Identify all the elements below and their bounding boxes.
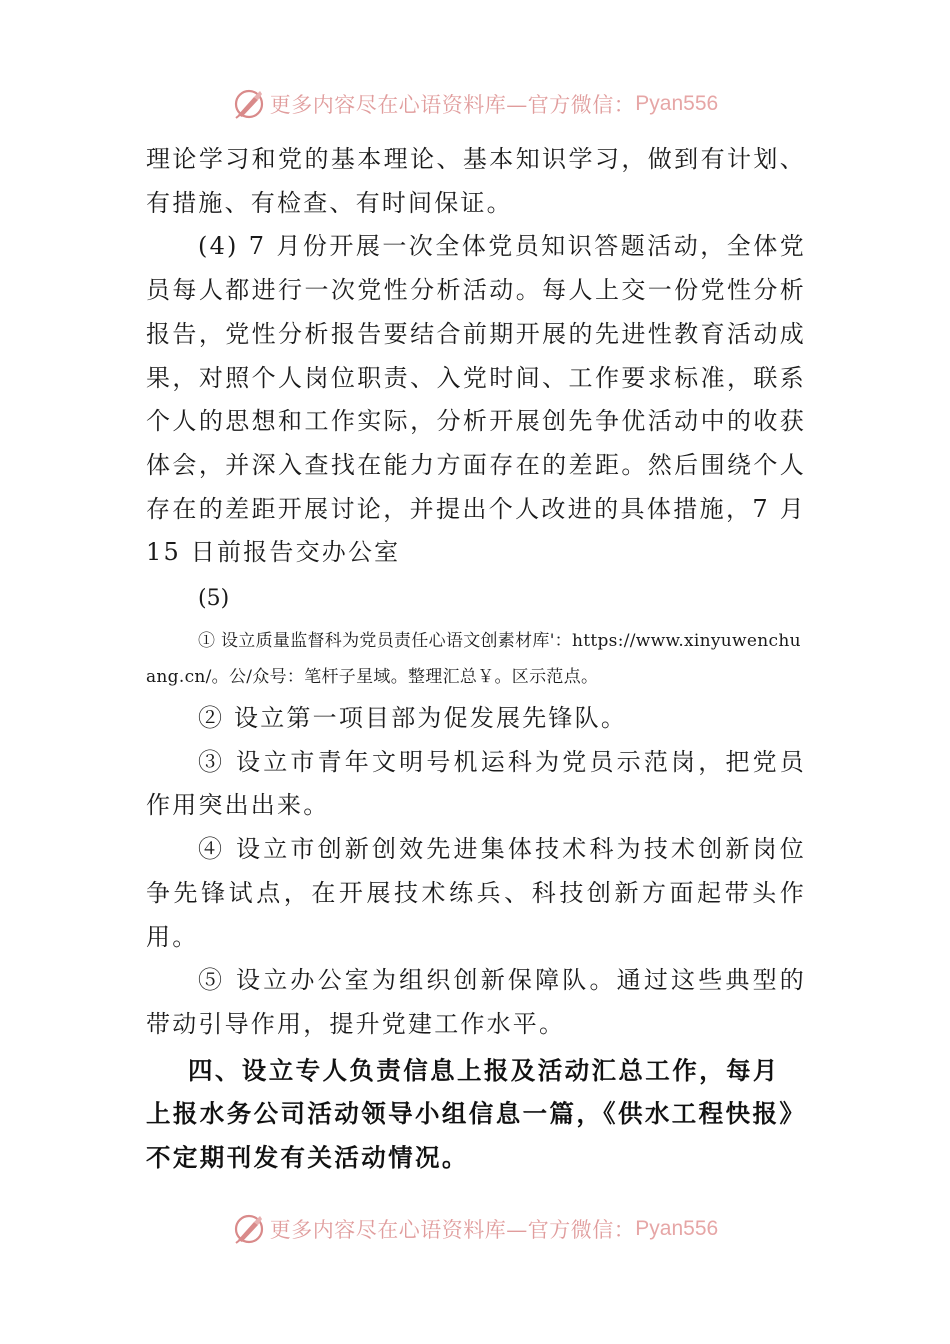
- watermark-text: 更多内容尽在心语资料库—官方微信：: [269, 93, 636, 117]
- paragraph-sub-3: ③ 设立市青年文明号机运科为党员示范岗，把党员作用突出出来。: [146, 747, 806, 820]
- paragraph-item-5-label: (5): [198, 586, 230, 612]
- paragraph-study: 理论学习和党的基本理论、基本知识学习，做到有计划、有措施、有检查、有时间保证。: [146, 145, 806, 217]
- watermark-header: [0, 82, 950, 126]
- pen-logo-icon: [232, 87, 266, 121]
- watermark-wechat-id: Pyan556: [635, 92, 719, 115]
- paragraph-sub-4: ④ 设立市创新创效先进集体技术科为技术创新岗位争先锋试点，在开展技术练兵、科技创新方面起带头作用。: [146, 835, 806, 951]
- paragraph-sub-5: ⑤ 设立办公室为组织创新保障队。通过这些典型的带动引导作用，提升党建工作水平。: [146, 966, 806, 1038]
- document-body: [146, 138, 806, 1180]
- watermark-wechat-id: Pyan556: [635, 1217, 719, 1240]
- pen-logo-icon: [232, 1212, 266, 1246]
- paragraph-sub-2: ② 设立第一项目部为促发展先锋队。: [198, 704, 628, 733]
- watermark-footer: [0, 1207, 950, 1251]
- paragraph-sub-1: ① 设立质量监督科为党员责任心语文创素材库'：https://www.xinyuwenchuang.cn/。公/众号：笔杆子星域。整理汇总￥。区示范点。: [146, 631, 801, 688]
- watermark-text: 更多内容尽在心语资料库—官方微信：: [269, 1218, 636, 1242]
- paragraph-item-4: (4) 7 月份开展一次全体党员知识答题活动，全体党员每人都进行一次党性分析活动。每人上交一份党性分析报告，党性分析报告要结合前期开展的先进性教育活动成果，对照个人岗位职责、入党时间、工作要求标准，联系个人的思想和工作实际，分析开展创先争优活动中的收获体会，并深入查找在能力方面存在的差距。然后围绕个人存在的差距开展讨论，并提出个人改进的具体措施，7 月 15 日前报告交办公室: [146, 232, 806, 567]
- section-heading-4: 四、设立专人负责信息上报及活动汇总工作，每月上报水务公司活动领导小组信息一篇，《供水工程快报》不定期刊发有关活动情况。: [146, 1055, 794, 1173]
